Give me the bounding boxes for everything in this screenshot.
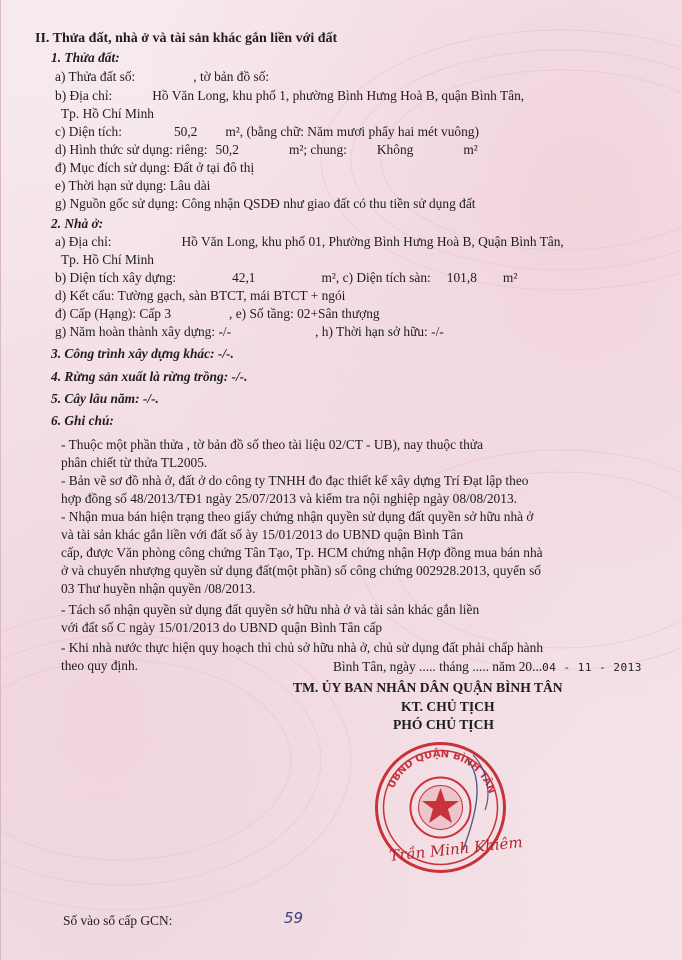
land-address-label: b) Địa chỉ: Hồ Văn Long, khu phố 1, phường Bình Hưng Hoà B, quận Bình Tân,: [55, 88, 525, 103]
note-line: - Khi nhà nước thực hiện quy hoạch thì chủ sở hữu nhà ở, chủ sử dụng đất phải chấp hành: [61, 640, 544, 655]
note-line: 03 Thư huyền nhận quyền /08/2013.: [61, 581, 256, 596]
land-duration: e) Thời hạn sử dụng: Lâu dài: [55, 178, 211, 193]
note-line: - Bản vẽ sơ đồ nhà ở, đất ở do công ty TNHH đo đạc thiết kế xây dựng Trí Đạt lập theo: [61, 473, 529, 488]
house-structure: d) Kết cấu: Tường gạch, sàn BTCT, mái BTCT + ngói: [55, 288, 346, 303]
house-build-area: b) Diện tích xây dựng: 42,1 m², c) Diện tích sàn: 101,8 m²: [55, 270, 518, 285]
issuing-authority: TM. ỦY BAN NHÂN DÂN QUẬN BÌNH TÂN: [293, 680, 563, 695]
note-line: phân chiết từ thửa TL2005.: [61, 455, 208, 470]
certificate-registry-number: 59: [284, 909, 304, 927]
land-purpose: đ) Mục đích sử dụng: Đất ở tại đô thị: [55, 160, 255, 175]
section-title: II. Thửa đất, nhà ở và tài sản khác gắn liền với đất: [35, 31, 338, 46]
note-line: cấp, được Văn phòng công chứng Tân Tạo, Tp. HCM chứng nhận Hợp đồng mua bán nhà: [61, 545, 543, 560]
note-line: - Thuộc một phần thửa , tờ bản đồ số theo tài liệu 02/CT - UB), nay thuộc thửa: [61, 437, 484, 452]
svg-text:UBND QUẬN BÌNH TÂN: UBND QUẬN BÌNH TÂN: [386, 748, 497, 796]
note-line: hợp đồng số 48/2013/TĐ1 ngày 25/07/2013 và kiểm tra nội nghiệp ngày 08/08/2013.: [61, 491, 517, 506]
land-heading: 1. Thửa đất:: [51, 50, 120, 65]
land-address-city: Tp. Hồ Chí Minh: [61, 106, 154, 121]
signatory-kt: KT. CHỦ TỊCH: [401, 699, 495, 714]
note-line: - Tách sổ nhận quyền sử dụng đất quyền sở hữu nhà ở và tài sản khác gắn liền: [61, 602, 480, 617]
handwritten-signature-name: Trần Minh Khiêm: [388, 833, 524, 865]
land-usage-form: d) Hình thức sử dụng: riêng: 50,2 m²; chung: Không m²: [55, 142, 478, 157]
land-origin: g) Nguồn gốc sử dụng: Công nhận QSDĐ như giao đất có thu tiền sử dụng đất: [55, 196, 476, 211]
signatory-title: PHÓ CHỦ TỊCH: [393, 717, 494, 732]
issue-date-stamp: 04 - 11 - 2013: [542, 661, 642, 674]
perennial-trees: 5. Cây lâu năm: -/-.: [51, 391, 159, 406]
note-line: theo quy định.: [61, 658, 138, 673]
notes-heading: 6. Ghi chú:: [51, 413, 114, 428]
note-line: ở và chuyển nhượng quyền sử dụng đất(một phần) số công chứng 002928.2013, quyển số: [61, 563, 541, 578]
issue-date-line: Bình Tân, ngày ..... tháng ..... năm 20...04 - 11 - 2013: [333, 659, 642, 674]
planted-forest: 4. Rừng sản xuất là rừng trồng: -/-.: [51, 369, 248, 384]
note-line: và tài sản khác gắn liền với đất số ày 15/01/2013 do UBND quận Bình Tân: [61, 527, 464, 542]
house-grade: đ) Cấp (Hạng): Cấp 3 , e) Số tầng: 02+Sân thượng: [55, 306, 380, 321]
house-address-city: Tp. Hồ Chí Minh: [61, 252, 154, 267]
house-address: a) Địa chỉ: Hồ Văn Long, khu phố 01, Phường Bình Hưng Hoà B, Quận Bình Tân,: [55, 234, 564, 249]
house-heading: 2. Nhà ở:: [51, 216, 104, 231]
certificate-registry-label: Số vào sổ cấp GCN:: [63, 913, 173, 928]
land-parcel-number: a) Thửa đất số: , tờ bản đồ số:: [55, 69, 270, 84]
other-construction: 3. Công trình xây dựng khác: -/-.: [51, 346, 234, 361]
note-line: - Nhận mua bán hiện trạng theo giấy chứng nhận quyền sử dụng đất quyền sở hữu nhà ở: [61, 509, 534, 524]
note-line: với đất số C ngày 15/01/2013 do UBND quận Bình Tân cấp: [61, 620, 383, 635]
land-area: c) Diện tích: 50,2 m², (bằng chữ: Năm mươi phẩy hai mét vuông): [55, 124, 479, 139]
house-completion: g) Năm hoàn thành xây dựng: -/- , h) Thời hạn sở hữu: -/-: [55, 324, 444, 339]
